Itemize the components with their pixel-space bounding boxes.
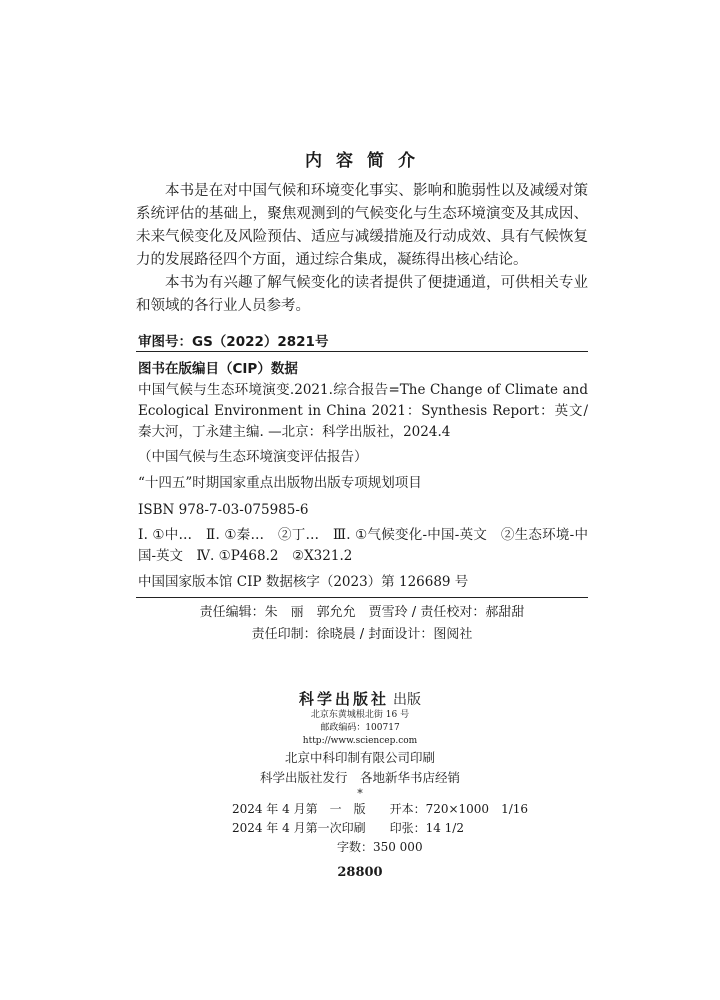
cip-entry-series: （中国气候与生态环境演变评估报告） [138, 449, 368, 465]
publisher-line [0, 688, 720, 709]
cip-heading: 图书在版编目（CIP）数据 [138, 361, 298, 377]
publisher-address: 北京东黄城根北街 16 号 [310, 710, 410, 720]
imprint-section [0, 688, 720, 880]
edition-line-1: 2024 年 4 月第 一 版 开本：720×1000 1/16 [231, 802, 529, 816]
word-count: 字数：350 000 [336, 840, 423, 854]
editors-line: 责任编辑：朱 丽 郭允允 贾雪玲 / 责任校对：郝甜甜 [199, 605, 525, 620]
publisher-postcode: 邮政编码：100717 [320, 723, 400, 733]
price-code: 28800 [337, 865, 383, 880]
cip-entry-project: “十四五”时期国家重点出版物出版专项规划项目 [138, 475, 422, 491]
cip-entry-record-number: 中国国家版本馆 CIP 数据核字（2023）第 126689 号 [138, 574, 469, 590]
publisher-suffix: 出版 [393, 692, 421, 708]
edition-details [232, 800, 528, 857]
distribution-line: 科学出版社发行 各地新华书店经销 [259, 770, 460, 785]
cip-entry-isbn: ISBN 978-7-03-075985-6 [138, 502, 309, 518]
page-title: 内容简介 [305, 151, 429, 171]
editorial-credits [136, 602, 588, 646]
cip-entry-classification: Ⅰ. ①中… Ⅱ. ①秦… ②丁… Ⅲ. ①气候变化-中国-英文 ②生态环境-中国-英文 Ⅳ. ①P468.2 ②X321.2 [138, 527, 588, 564]
summary-paragraph-2: 本书为有兴趣了解气候变化的读者提供了便捷通道，可供相关专业和领域的各行业人员参考。 [136, 275, 588, 314]
divider-bottom [136, 597, 588, 598]
production-line: 责任印制：徐晓晨 / 封面设计：图阅社 [251, 627, 473, 642]
publisher-name: 科学出版社 [298, 690, 389, 708]
separator-star: * [357, 787, 363, 800]
summary-section [136, 180, 588, 318]
printer-line: 北京中科印制有限公司印刷 [284, 750, 435, 765]
cip-entry-title: 中国气候与生态环境演变.2021.综合报告=The Change of Climate and Ecological Environment in China 2021：Synthesis Report：英文/秦大河，丁永建主编. —北京：科学出版社，2024.4 [138, 382, 588, 440]
publisher-website: http://www.sciencep.com [302, 736, 418, 746]
summary-paragraph-1: 本书是在对中国气候和环境变化事实、影响和脆弱性以及减缓对策系统评估的基础上，聚焦观测到的气候变化与生态环境演变及其成因、未来气候变化及风险预估、适应与减缓措施及行动成效、具有气候恢复力的发展路径四个方面，通过综合集成，凝练得出核心结论。 [136, 183, 588, 268]
map-review-number: 审图号：GS（2022）2821号 [138, 334, 329, 350]
edition-line-2: 2024 年 4 月第一次印刷 印张：14 1/2 [231, 821, 464, 835]
divider-top [136, 351, 588, 352]
